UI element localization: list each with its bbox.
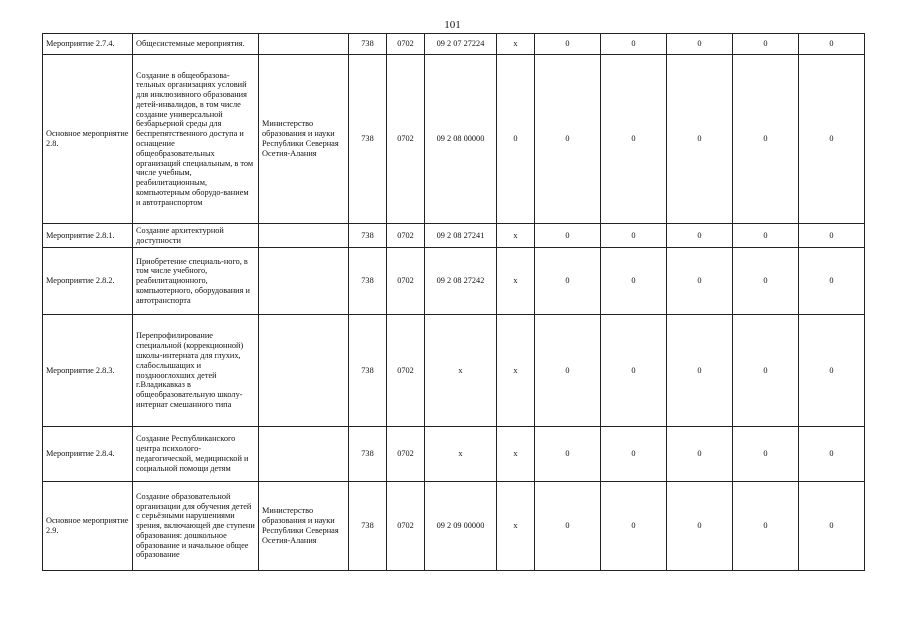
activity-executor: Министерство образования и науки Республики Северная Осетия-Алания — [259, 482, 349, 571]
year-value: 0 — [733, 482, 799, 571]
table-row — [43, 482, 865, 571]
year-value: 0 — [601, 315, 667, 427]
year-value: 0 — [799, 34, 865, 55]
year-value: 0 — [799, 482, 865, 571]
rzpr-code: 0702 — [387, 315, 425, 427]
page-number: 101 — [444, 19, 461, 31]
year-value: 0 — [667, 224, 733, 248]
year-value: 0 — [799, 427, 865, 482]
activity-executor — [259, 427, 349, 482]
year-value: 0 — [733, 427, 799, 482]
activity-name: Основное мероприятие 2.8. — [43, 55, 133, 224]
rzpr-code: 0702 — [387, 427, 425, 482]
rzpr-code: 0702 — [387, 248, 425, 315]
year-value: 0 — [799, 315, 865, 427]
table-row — [43, 248, 865, 315]
grbs-code: 738 — [349, 427, 387, 482]
activity-executor — [259, 34, 349, 55]
activity-description: Приобретение специаль-ного, в том числе учебного, реабилитационного, компьютерного, оборудования и автотранспорта — [133, 248, 259, 315]
year-value: 0 — [667, 482, 733, 571]
activity-name: Основное мероприятие 2.9. — [43, 482, 133, 571]
year-value: 0 — [601, 482, 667, 571]
year-value: 0 — [535, 315, 601, 427]
year-value: 0 — [733, 55, 799, 224]
year-value: 0 — [601, 34, 667, 55]
csr-code: 09 2 08 27241 — [425, 224, 497, 248]
year-value: 0 — [667, 427, 733, 482]
year-value: 0 — [535, 248, 601, 315]
activity-executor — [259, 224, 349, 248]
year-value: 0 — [733, 248, 799, 315]
activity-description: Перепрофилирование специальной (коррекционной) школы-интерната для глухих, слабослышащих и позднооглохших детей г.Владикавказ в общеобразовательную школу-интернат смешанного типа — [133, 315, 259, 427]
year-value: 0 — [601, 427, 667, 482]
grbs-code: 738 — [349, 315, 387, 427]
activity-executor: Министерство образования и науки Республики Северная Осетия-Алания — [259, 55, 349, 224]
vr-code: x — [497, 427, 535, 482]
activity-description: Создание образовательной организации для обучения детей с серьёзными нарушениями зрения, включающей две ступени образования: дошкольное образование и начальное общее образование — [133, 482, 259, 571]
csr-code: 09 2 07 27224 — [425, 34, 497, 55]
vr-code: x — [497, 248, 535, 315]
activity-name: Мероприятие 2.8.2. — [43, 248, 133, 315]
activity-name: Мероприятие 2.7.4. — [43, 34, 133, 55]
vr-code: 0 — [497, 55, 535, 224]
csr-code: 09 2 09 00000 — [425, 482, 497, 571]
grbs-code: 738 — [349, 55, 387, 224]
year-value: 0 — [667, 34, 733, 55]
activity-description: Общесистемные мероприятия. — [133, 34, 259, 55]
year-value: 0 — [733, 34, 799, 55]
year-value: 0 — [733, 315, 799, 427]
year-value: 0 — [601, 55, 667, 224]
year-value: 0 — [799, 248, 865, 315]
activity-name: Мероприятие 2.8.1. — [43, 224, 133, 248]
csr-code: x — [425, 315, 497, 427]
table-row — [43, 427, 865, 482]
activity-description: Создание архитектурной доступности — [133, 224, 259, 248]
rzpr-code: 0702 — [387, 224, 425, 248]
year-value: 0 — [601, 248, 667, 315]
year-value: 0 — [535, 55, 601, 224]
year-value: 0 — [799, 55, 865, 224]
csr-code: 09 2 08 00000 — [425, 55, 497, 224]
grbs-code: 738 — [349, 482, 387, 571]
table-row — [43, 315, 865, 427]
vr-code: x — [497, 482, 535, 571]
table-row — [43, 224, 865, 248]
grbs-code: 738 — [349, 248, 387, 315]
grbs-code: 738 — [349, 224, 387, 248]
year-value: 0 — [667, 248, 733, 315]
rzpr-code: 0702 — [387, 482, 425, 571]
year-value: 0 — [535, 224, 601, 248]
rzpr-code: 0702 — [387, 55, 425, 224]
year-value: 0 — [667, 315, 733, 427]
year-value: 0 — [601, 224, 667, 248]
activity-executor — [259, 315, 349, 427]
year-value: 0 — [535, 34, 601, 55]
budget-table — [42, 33, 865, 571]
year-value: 0 — [535, 427, 601, 482]
activity-description: Создание Республиканского центра психолого-педагогической, медицинской и социальной помощи детям — [133, 427, 259, 482]
year-value: 0 — [799, 224, 865, 248]
vr-code: x — [497, 34, 535, 55]
vr-code: x — [497, 224, 535, 248]
table-row — [43, 55, 865, 224]
table-row — [43, 34, 865, 55]
activity-description: Создание в общеобразова-тельных организациях условий для инклюзивного образования детей-инвалидов, в том числе создание универсальной безбарьерной среды для беспрепятственного доступа и оснащение общеобразовательных организаций специальным, в том числе учебным, реабилитационным, компьютерным оборудо-ванием и автотранспортом — [133, 55, 259, 224]
grbs-code: 738 — [349, 34, 387, 55]
year-value: 0 — [535, 482, 601, 571]
csr-code: x — [425, 427, 497, 482]
year-value: 0 — [667, 55, 733, 224]
vr-code: x — [497, 315, 535, 427]
activity-name: Мероприятие 2.8.4. — [43, 427, 133, 482]
year-value: 0 — [733, 224, 799, 248]
activity-name: Мероприятие 2.8.3. — [43, 315, 133, 427]
activity-executor — [259, 248, 349, 315]
rzpr-code: 0702 — [387, 34, 425, 55]
csr-code: 09 2 08 27242 — [425, 248, 497, 315]
